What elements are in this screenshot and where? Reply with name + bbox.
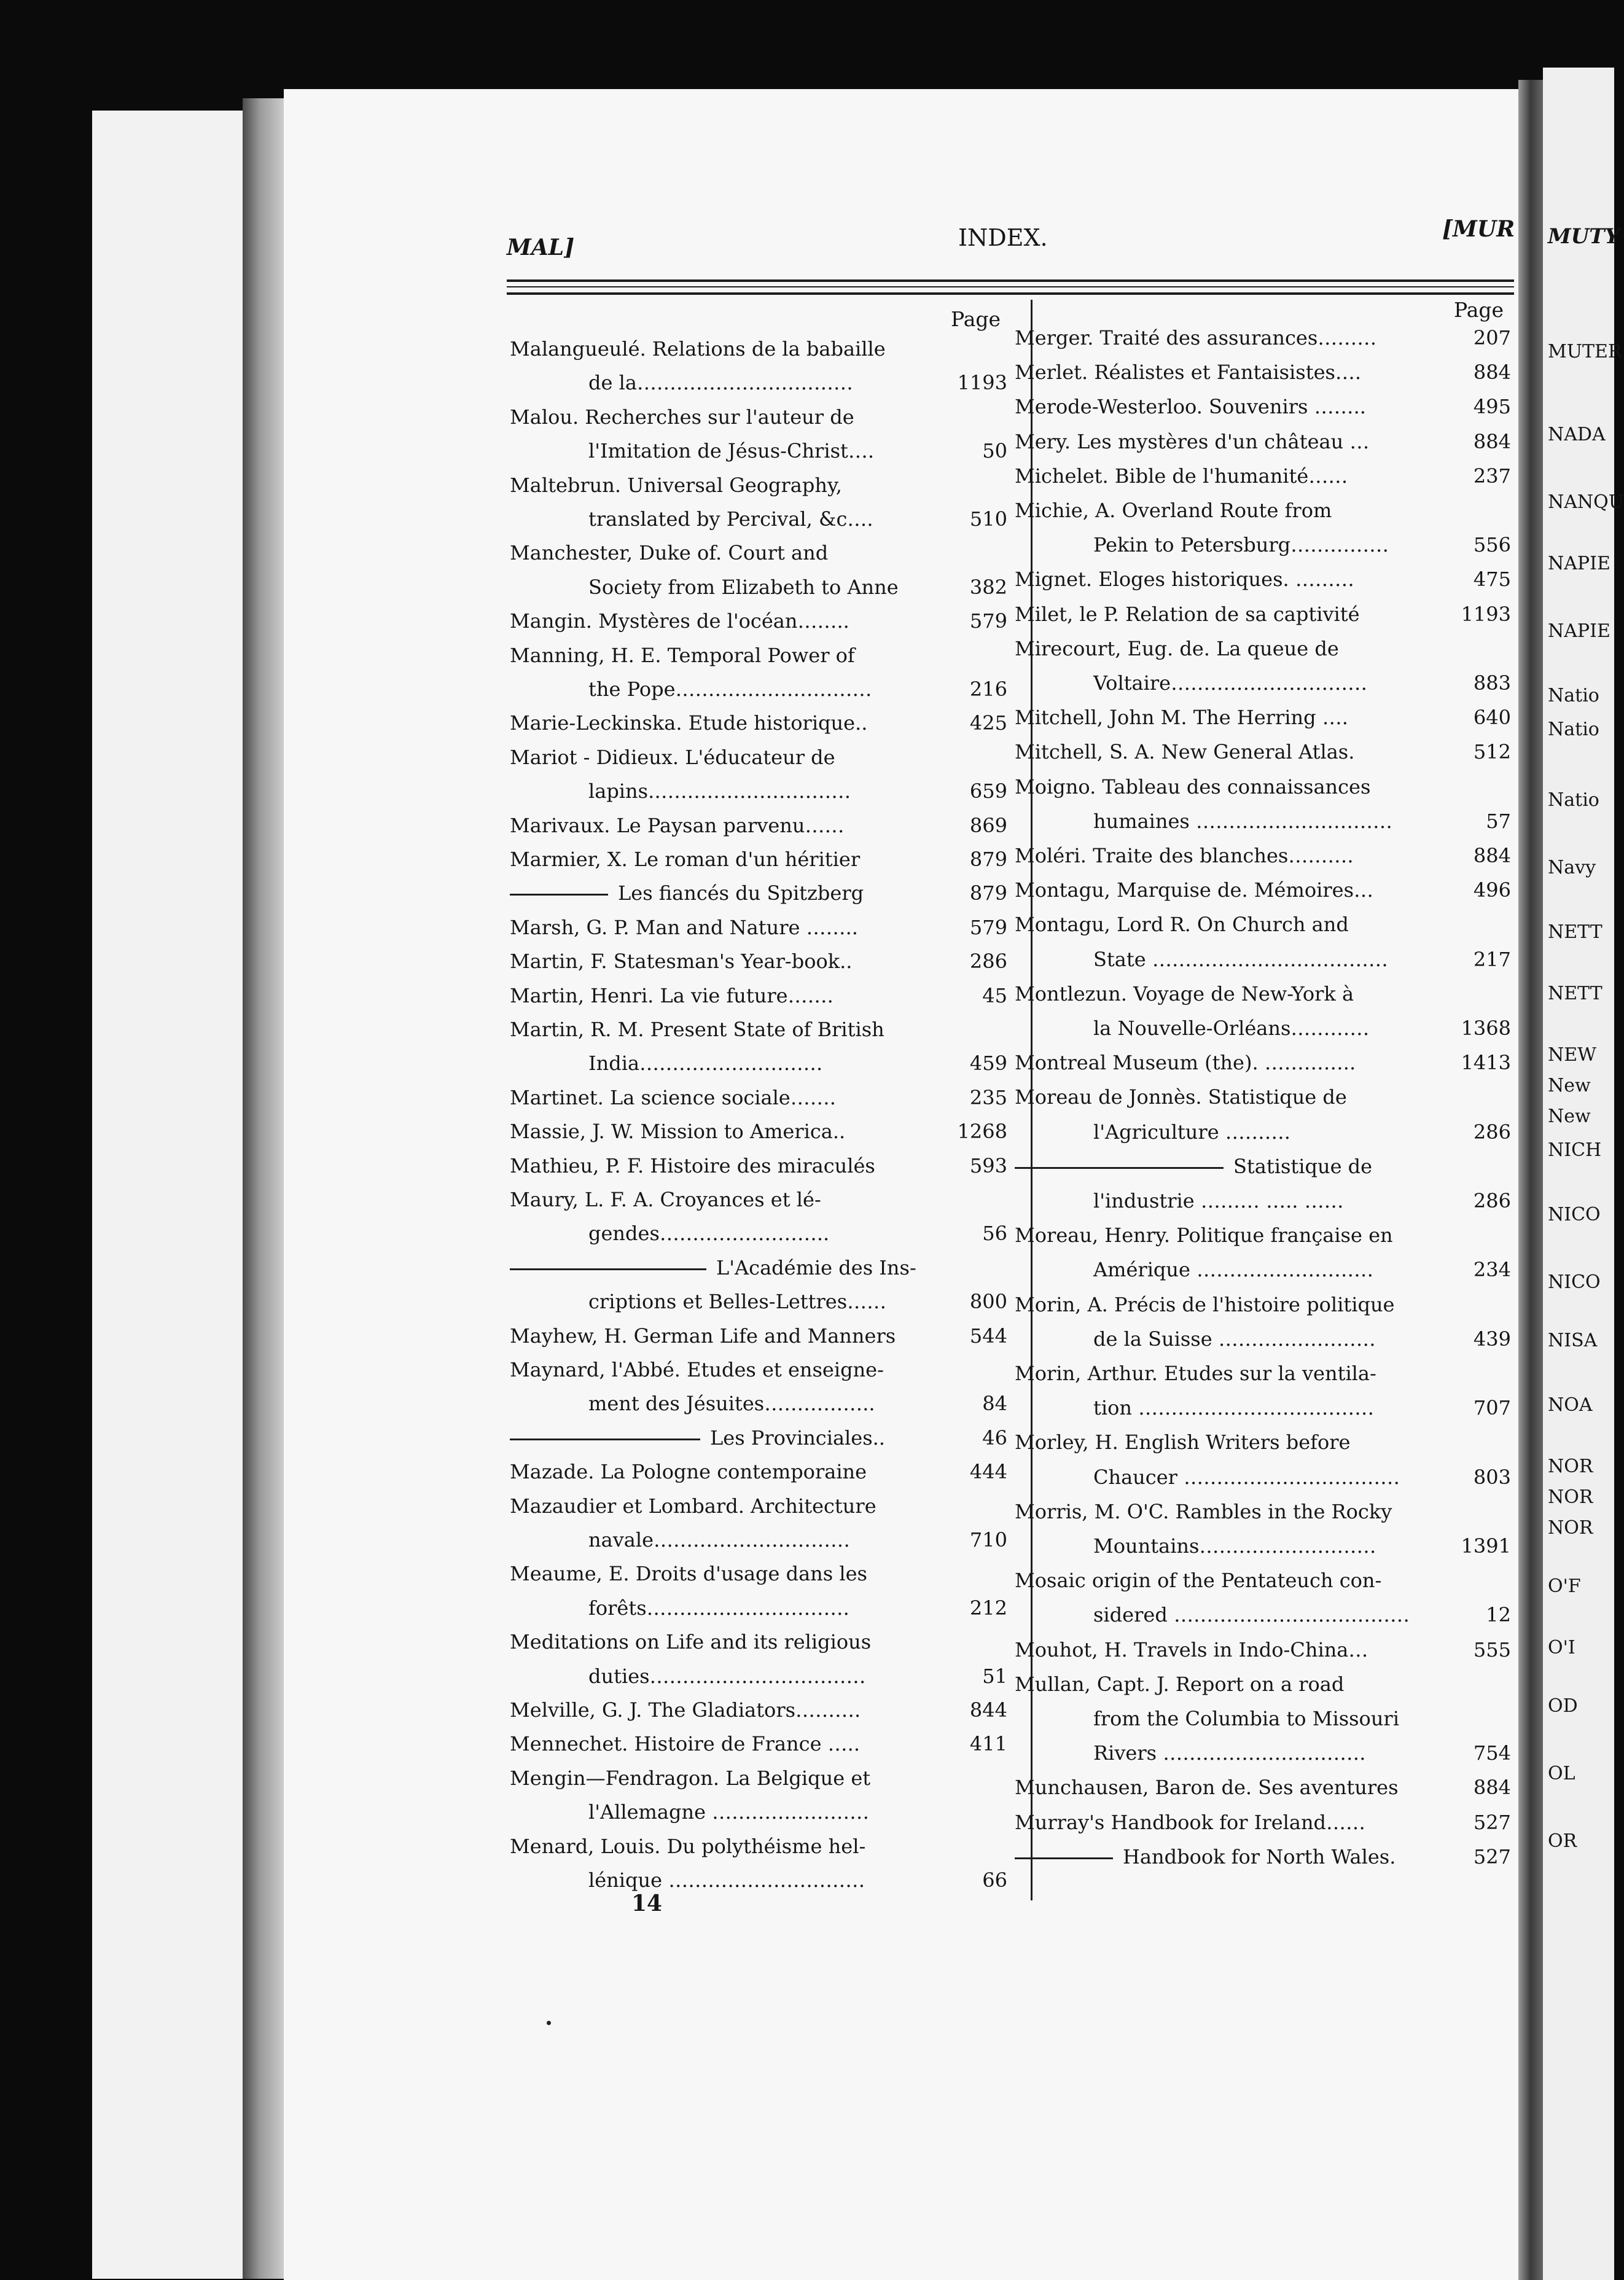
entry-text: Rivers …………………………. bbox=[1093, 1741, 1366, 1765]
next-page-fragment: NANQU bbox=[1548, 491, 1624, 513]
ink-speck bbox=[547, 2021, 551, 2025]
entry-page-number: 844 bbox=[969, 1698, 1007, 1722]
entry-text: Manning, H. E. Temporal Power of bbox=[510, 643, 855, 667]
entry-page-number: 444 bbox=[969, 1460, 1007, 1484]
left-margin-strip bbox=[92, 111, 246, 2279]
entry-page-number: 884 bbox=[1473, 361, 1511, 385]
header-left-range: MAL] bbox=[507, 235, 575, 260]
entry-page-number: 46 bbox=[982, 1426, 1007, 1450]
entry-text: Maynard, l'Abbé. Etudes et enseigne- bbox=[510, 1358, 884, 1381]
entry-page-number: 12 bbox=[1486, 1603, 1511, 1627]
entry-text: sidered ……………………………… bbox=[1093, 1603, 1410, 1627]
entry-text: tion ……………………………… bbox=[1093, 1396, 1375, 1420]
entry-text: Moléri. Traite des blanches………. bbox=[1015, 844, 1354, 867]
entry-text: criptions et Belles-Lettres…… bbox=[588, 1290, 887, 1314]
entry-text: Menard, Louis. Du polythéisme hel- bbox=[510, 1834, 866, 1858]
entry-text: Martin, F. Statesman's Year-book.. bbox=[510, 950, 853, 974]
next-page-fragment: NEW bbox=[1548, 1044, 1596, 1066]
entry-page-number: 544 bbox=[969, 1324, 1007, 1348]
entry-text: Maltebrun. Universal Geography, bbox=[510, 473, 842, 497]
entry-page-number: 883 bbox=[1473, 671, 1511, 695]
entry-text: the Pope………………………… bbox=[588, 677, 872, 701]
entry-text: Mazaudier et Lombard. Architecture bbox=[510, 1494, 876, 1518]
next-page-fragment: NOR bbox=[1548, 1486, 1593, 1508]
entry-text: Massie, J. W. Mission to America.. bbox=[510, 1120, 846, 1144]
entry-page-number: 640 bbox=[1473, 706, 1511, 730]
ditto-dash bbox=[510, 894, 608, 896]
entry-text: de la…………………………… bbox=[588, 371, 853, 395]
next-page-fragment: New bbox=[1548, 1106, 1591, 1127]
entry-text: Society from Elizabeth to Anne bbox=[588, 575, 899, 599]
entry-text: Moreau, Henry. Politique française en bbox=[1015, 1224, 1393, 1247]
entry-text: Mazade. La Pologne contemporaine bbox=[510, 1460, 867, 1484]
entry-text: Marmier, X. Le roman d'un héritier bbox=[510, 848, 861, 871]
entry-text: l'industrie ……… ….. …… bbox=[1093, 1189, 1344, 1212]
entry-page-number: 803 bbox=[1473, 1465, 1511, 1489]
entry-page-number: 475 bbox=[1473, 568, 1511, 591]
next-page-fragment: OL bbox=[1548, 1763, 1575, 1784]
entry-page-number: 593 bbox=[969, 1154, 1007, 1177]
next-page-fragment: OD bbox=[1548, 1695, 1578, 1717]
entry-page-number: 286 bbox=[1473, 1120, 1511, 1144]
left-index-column bbox=[510, 307, 1007, 1904]
entry-text: translated by Percival, &c…. bbox=[588, 507, 873, 531]
ditto-dash bbox=[510, 1439, 700, 1440]
right-index-column bbox=[1015, 295, 1511, 1892]
next-page-fragment: NAPIE bbox=[1548, 620, 1610, 642]
entry-text: Malangueulé. Relations de la babaille bbox=[510, 337, 886, 361]
entry-text: forêts…………………………. bbox=[588, 1596, 849, 1620]
entry-text: navale………………………… bbox=[588, 1528, 851, 1552]
entry-text: lapins.………………………… bbox=[588, 779, 851, 803]
entry-page-number: 527 bbox=[1473, 1845, 1511, 1868]
entry-text: Merlet. Réalistes et Fantaisistes…. bbox=[1015, 361, 1362, 385]
entry-text: Meditations on Life and its religious bbox=[510, 1630, 872, 1654]
entry-page-number: 286 bbox=[969, 950, 1007, 974]
next-page-fragment: NADA bbox=[1548, 424, 1606, 445]
entry-text: l'Imitation de Jésus-Christ…. bbox=[588, 439, 875, 463]
entry-text: Melville, G. J. The Gladiators………. bbox=[510, 1698, 861, 1722]
entry-page-number: 659 bbox=[969, 779, 1007, 803]
entry-page-number: 707 bbox=[1473, 1396, 1511, 1420]
entry-text: gendes…………………….. bbox=[588, 1222, 830, 1246]
entry-page-number: 1268 bbox=[957, 1120, 1007, 1144]
entry-page-number: 510 bbox=[969, 507, 1007, 531]
entry-text: ment des Jésuites…………….. bbox=[588, 1392, 875, 1416]
entry-text: Michelet. Bible de l'humanité…… bbox=[1015, 464, 1348, 488]
next-page-fragment: Navy bbox=[1548, 857, 1596, 878]
entry-page-number: 884 bbox=[1473, 429, 1511, 453]
next-page-fragment: O'F bbox=[1548, 1575, 1581, 1597]
ditto-dash bbox=[510, 1268, 706, 1270]
entry-text: Mosaic origin of the Pentateuch con- bbox=[1015, 1569, 1382, 1593]
entry-page-number: 527 bbox=[1473, 1810, 1511, 1834]
entry-text: Milet, le P. Relation de sa captivité bbox=[1015, 602, 1360, 626]
entry-page-number: 1413 bbox=[1461, 1051, 1511, 1075]
entry-text: Les Provinciales.. bbox=[710, 1426, 885, 1450]
entry-page-number: 439 bbox=[1473, 1327, 1511, 1351]
next-page-fragment: MUTY bbox=[1548, 224, 1620, 249]
entry-page-number: 45 bbox=[982, 983, 1007, 1007]
entry-text: Malou. Recherches sur l'auteur de bbox=[510, 405, 854, 429]
next-page-fragment: NOA bbox=[1548, 1394, 1593, 1416]
entry-text: Mennechet. Histoire de France ….. bbox=[510, 1732, 861, 1756]
entry-text: Marivaux. Le Paysan parvenu…… bbox=[510, 813, 845, 837]
entry-page-number: 800 bbox=[969, 1290, 1007, 1314]
entry-text: Mangin. Mystères de l'océan…….. bbox=[510, 609, 849, 633]
entry-text: Mirecourt, Eug. de. La queue de bbox=[1015, 636, 1339, 660]
entry-text: de la Suisse …………………… bbox=[1093, 1327, 1376, 1351]
entry-text: l'Allemagne …………………… bbox=[588, 1800, 870, 1824]
entry-text: la Nouvelle-Orléans………… bbox=[1093, 1017, 1370, 1040]
entry-text: Mariot - Didieux. L'éducateur de bbox=[510, 745, 835, 769]
entry-text: Handbook for North Wales. bbox=[1123, 1845, 1396, 1868]
entry-page-number: 216 bbox=[969, 677, 1007, 701]
next-page-fragment: Natio bbox=[1548, 789, 1599, 811]
header-rule-top bbox=[507, 279, 1514, 282]
entry-page-number: 235 bbox=[969, 1085, 1007, 1109]
next-page-fragment: NICO bbox=[1548, 1204, 1601, 1225]
entry-text: Martinet. La science sociale……. bbox=[510, 1085, 836, 1109]
next-page-fragment: New bbox=[1548, 1075, 1591, 1096]
entry-text: Montreal Museum (the). ………….. bbox=[1015, 1051, 1356, 1075]
next-page-fragment: NETT bbox=[1548, 983, 1603, 1004]
entry-text: Marie-Leckinska. Etude historique.. bbox=[510, 711, 868, 735]
entry-page-number: 212 bbox=[969, 1596, 1007, 1620]
entry-page-number: 869 bbox=[969, 813, 1007, 837]
ditto-dash bbox=[1015, 1857, 1113, 1859]
next-page-fragment: NICH bbox=[1548, 1139, 1602, 1161]
entry-text: Mathieu, P. F. Histoire des miraculés bbox=[510, 1154, 875, 1177]
entry-page-number: 579 bbox=[969, 915, 1007, 939]
entry-page-number: 57 bbox=[1486, 809, 1511, 833]
entry-text: Morin, Arthur. Etudes sur la ventila- bbox=[1015, 1362, 1376, 1385]
entry-text: Merger. Traité des assurances……… bbox=[1015, 326, 1377, 349]
entry-page-number: 286 bbox=[1473, 1189, 1511, 1212]
entry-text: Moigno. Tableau des connaissances bbox=[1015, 775, 1371, 798]
page-fold bbox=[1518, 80, 1543, 2280]
entry-page-number: 51 bbox=[982, 1664, 1007, 1688]
entry-text: Les fiancés du Spitzberg bbox=[618, 881, 864, 905]
next-page-fragment: NISA bbox=[1548, 1330, 1598, 1351]
entry-page-number: 884 bbox=[1473, 1776, 1511, 1800]
entry-text: Manchester, Duke of. Court and bbox=[510, 541, 829, 565]
entry-text: Martin, R. M. Present State of British bbox=[510, 1018, 884, 1041]
page-gutter-shadow bbox=[243, 98, 286, 2279]
next-page-edge bbox=[1543, 68, 1624, 2280]
entry-page-number: 496 bbox=[1473, 878, 1511, 902]
page-title: INDEX. bbox=[958, 224, 1048, 251]
entry-page-number: 556 bbox=[1473, 533, 1511, 557]
entry-page-number: 879 bbox=[969, 848, 1007, 871]
next-page-fragment: OR bbox=[1548, 1830, 1577, 1852]
entry-page-number: 579 bbox=[969, 609, 1007, 633]
entry-text: Merode-Westerloo. Souvenirs …….. bbox=[1015, 395, 1366, 419]
entry-text: Mengin—Fendragon. La Belgique et bbox=[510, 1766, 871, 1790]
next-page-fragment: NETT bbox=[1548, 921, 1603, 943]
next-page-fragment: NICO bbox=[1548, 1271, 1601, 1293]
next-page-fragment: NOR bbox=[1548, 1517, 1593, 1539]
entry-text: India………………………. bbox=[588, 1052, 823, 1076]
entry-text: duties…………………………… bbox=[588, 1664, 866, 1688]
entry-page-number: 56 bbox=[982, 1222, 1007, 1246]
page-column-label: Page bbox=[951, 307, 1001, 331]
entry-text: Pekin to Petersburg…………… bbox=[1093, 533, 1389, 557]
entry-text: L'Académie des Ins- bbox=[716, 1255, 916, 1279]
entry-text: State ……………………………… bbox=[1093, 947, 1388, 971]
entry-page-number: 459 bbox=[969, 1052, 1007, 1076]
entry-text: Murray's Handbook for Ireland…… bbox=[1015, 1810, 1366, 1834]
entry-text: Moreau de Jonnès. Statistique de bbox=[1015, 1085, 1347, 1109]
entry-text: Maury, L. F. A. Croyances et lé- bbox=[510, 1188, 821, 1211]
entry-text: Mitchell, S. A. New General Atlas. bbox=[1015, 740, 1355, 764]
entry-page-number: 207 bbox=[1473, 326, 1511, 349]
entry-page-number: 1391 bbox=[1461, 1534, 1511, 1558]
entry-text: Mullan, Capt. J. Report on a road bbox=[1015, 1672, 1345, 1696]
entry-page-number: 382 bbox=[969, 575, 1007, 599]
next-page-fragment: MUTER bbox=[1548, 341, 1622, 362]
entry-page-number: 754 bbox=[1473, 1741, 1511, 1765]
entry-page-number: 879 bbox=[969, 881, 1007, 905]
header-rule-middle bbox=[507, 286, 1514, 287]
entry-text: Mouhot, H. Travels in Indo-China… bbox=[1015, 1638, 1368, 1661]
entry-page-number: 234 bbox=[1473, 1258, 1511, 1282]
entry-text: Chaucer …………………………… bbox=[1093, 1465, 1400, 1489]
entry-text: Voltaire………………………… bbox=[1093, 671, 1368, 695]
entry-text: Marsh, G. P. Man and Nature …….. bbox=[510, 915, 858, 939]
entry-page-number: 84 bbox=[982, 1392, 1007, 1416]
entry-text: Morin, A. Précis de l'histoire politique bbox=[1015, 1292, 1395, 1316]
entry-page-number: 50 bbox=[982, 439, 1007, 463]
entry-text: Mountains……………………… bbox=[1093, 1534, 1376, 1558]
next-page-fragment: NAPIE bbox=[1548, 553, 1610, 574]
entry-text: Morley, H. English Writers before bbox=[1015, 1431, 1351, 1454]
entry-text: Munchausen, Baron de. Ses aventures bbox=[1015, 1776, 1399, 1800]
entry-page-number: 411 bbox=[969, 1732, 1007, 1756]
entry-text: Mayhew, H. German Life and Manners bbox=[510, 1324, 896, 1348]
entry-text: Montagu, Lord R. On Church and bbox=[1015, 913, 1349, 937]
entry-page-number: 237 bbox=[1473, 464, 1511, 488]
entry-text: from the Columbia to Missouri bbox=[1093, 1707, 1399, 1730]
entry-page-number: 1193 bbox=[1461, 602, 1511, 626]
entry-text: Mitchell, John M. The Herring …. bbox=[1015, 706, 1348, 730]
next-page-fragment: Natio bbox=[1548, 685, 1599, 706]
entry-text: lénique ………………………… bbox=[588, 1868, 865, 1892]
entry-text: Amérique ……………………… bbox=[1093, 1258, 1374, 1282]
entry-page-number: 217 bbox=[1473, 947, 1511, 971]
entry-page-number: 425 bbox=[969, 711, 1007, 735]
entry-page-number: 1193 bbox=[957, 371, 1007, 395]
entry-text: Montlezun. Voyage de New-York à bbox=[1015, 982, 1354, 1005]
header-right-range: [MUR bbox=[1442, 216, 1515, 242]
entry-page-number: 495 bbox=[1473, 395, 1511, 419]
next-page-fragment: O'I bbox=[1548, 1637, 1575, 1658]
next-page-fragment: Natio bbox=[1548, 719, 1599, 740]
entry-page-number: 884 bbox=[1473, 844, 1511, 867]
entry-text: Morris, M. O'C. Rambles in the Rocky bbox=[1015, 1499, 1392, 1523]
page-column-label: Page bbox=[1454, 298, 1504, 322]
entry-page-number: 66 bbox=[982, 1868, 1007, 1892]
footer-page-number: 14 bbox=[631, 1891, 663, 1916]
entry-page-number: 512 bbox=[1473, 740, 1511, 764]
entry-text: Meaume, E. Droits d'usage dans les bbox=[510, 1562, 867, 1586]
entry-text: l'Agriculture ………. bbox=[1093, 1120, 1290, 1144]
ditto-dash bbox=[1015, 1167, 1224, 1169]
entry-page-number: 555 bbox=[1473, 1638, 1511, 1661]
entry-text: Michie, A. Overland Route from bbox=[1015, 499, 1332, 522]
entry-text: Martin, Henri. La vie future……. bbox=[510, 983, 833, 1007]
entry-text: humaines ………………………… bbox=[1093, 809, 1393, 833]
entry-page-number: 710 bbox=[969, 1528, 1007, 1552]
next-page-fragment: NOR bbox=[1548, 1456, 1593, 1477]
entry-page-number: 1368 bbox=[1461, 1017, 1511, 1040]
entry-text: Montagu, Marquise de. Mémoires… bbox=[1015, 878, 1373, 902]
entry-text: Mery. Les mystères d'un château … bbox=[1015, 429, 1370, 453]
entry-text: Statistique de bbox=[1233, 1154, 1373, 1178]
entry-text: Mignet. Eloges historiques. ……… bbox=[1015, 568, 1354, 591]
